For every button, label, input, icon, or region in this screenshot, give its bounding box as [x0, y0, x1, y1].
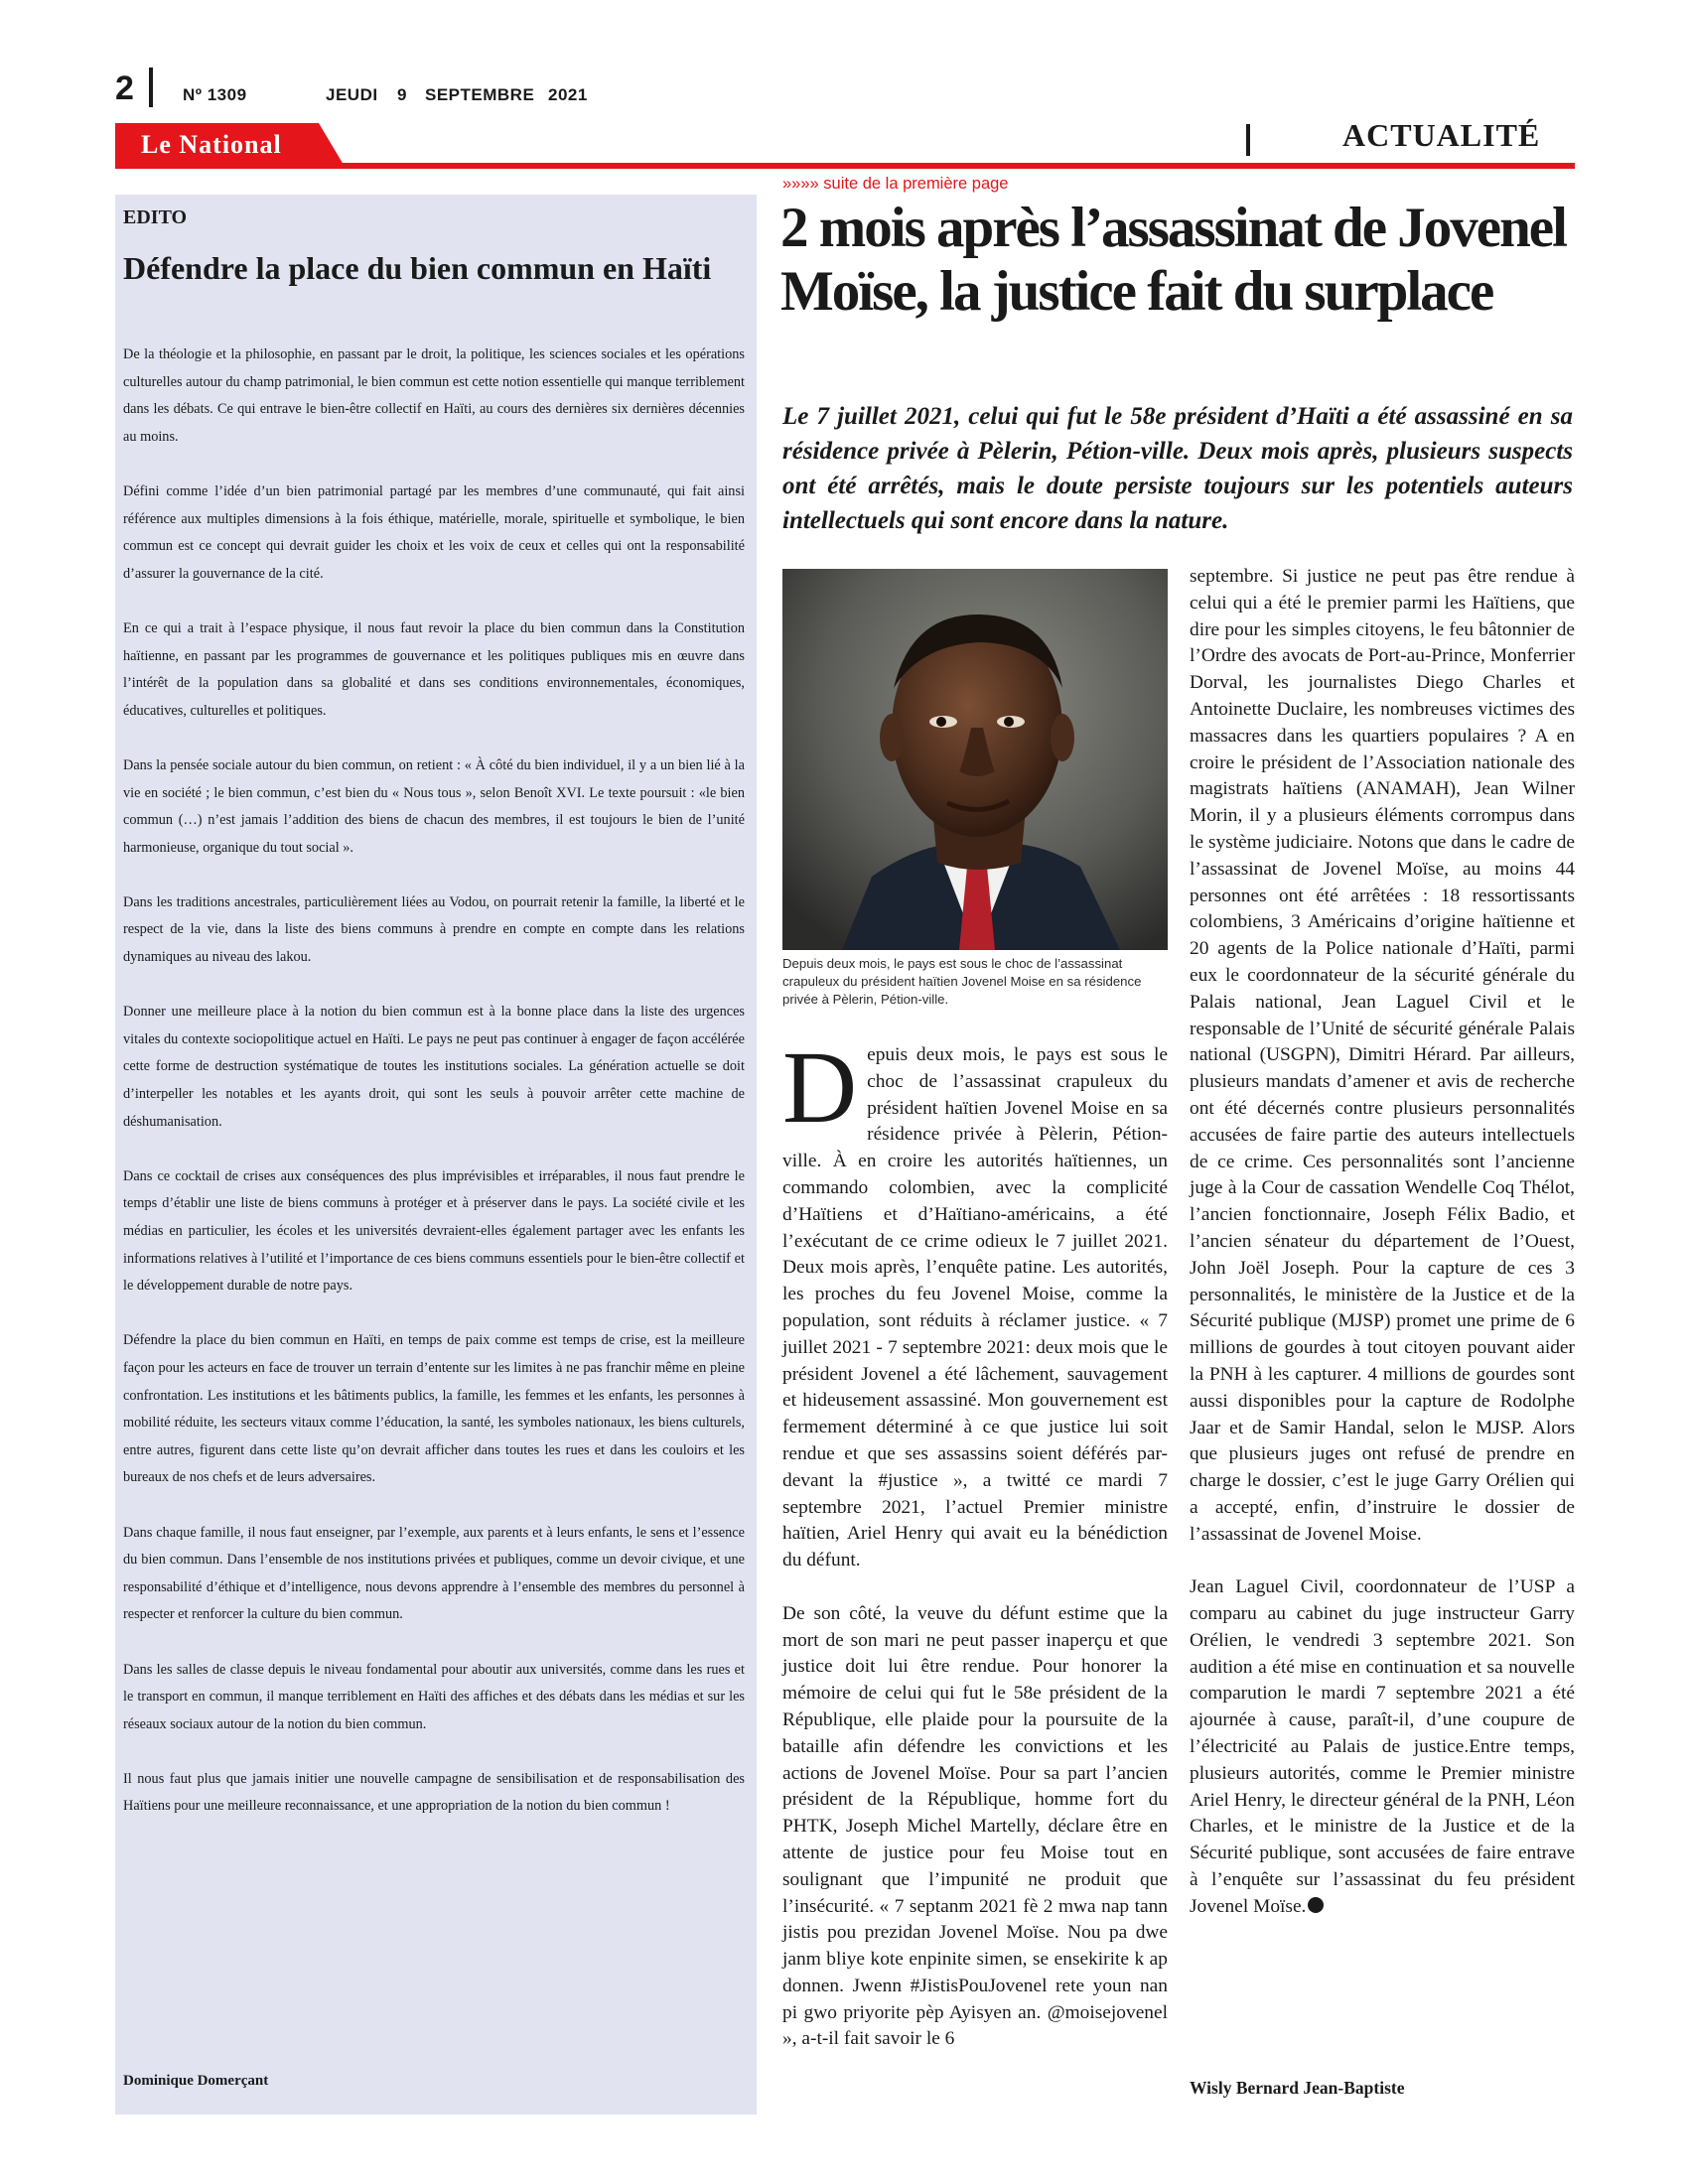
date-day: JEUDI: [326, 85, 378, 104]
article-column-3: [1190, 564, 1575, 1947]
edito-paragraph: En ce qui a trait à l’espace physique, il nous faut revoir la place du bien commun dans la Constitution haïtienne, en passant par les programmes de gouvernance et les politiques publiques mis en œuvre dans l’intérêt de la population dans sa globalité et dans ses conditions environnementales, économiques, éducatives, culturelles et politiques.: [123, 619, 745, 719]
continuation-kicker: »»»» suite de la première page: [782, 175, 1009, 193]
edito-paragraph: Dans ce cocktail de crises aux conséquences des plus imprévisibles et irréparables, il nous faut prendre le temps d’établir une liste de biens communs à protéger et à préserver dans le pays. La société civile et les médias en particulier, les écoles et les universités devraient-elles également partager avec les enfants les informations relatives à l’utilité et l’importance de ces biens communs essentiels pour le bien-être collectif et le développement durable de notre pays.: [123, 1167, 745, 1295]
article-paragraph: De son côté, la veuve du défunt estime que la mort de son mari ne peut passer inaperçu et que justice doit lui être rendue. Pour honorer la mémoire de celui qui fut le 58e président de la République, elle plaide pour la poursuite de la bataille afin défendre les convictions et les actions de Jovenel Moïse. Pour sa part l’ancien président de la République, homme fort du PHTK, Joseph Michel Martelly, déclare être en attente de justice pour feu Moise tout en soulignant que l’impunité ne produit que l’insécurité. « 7 septanm 2021 fè 2 mwa nap tann jistis pou prezidan Jovenel Moïse. Nou pa dwe janm bliye kote enpinite simen, se ensekirite k ap donnen. Jwenn #JistisPouJovenel rete youn nan pi gwo priyorite pèp Ayisyen an. @moisejovenel », a-t-il fait savoir le 6: [782, 1602, 1168, 2050]
edito-paragraph: Dans les traditions ancestrales, particulièrement liées au Vodou, on pourrait retenir la famille, la liberté et le respect de la vie, dans la liste des biens communs à prendre en compte en compte dans les relations dynamiques au niveau des lakou.: [123, 893, 745, 966]
article-author: Wisly Bernard Jean-Baptiste: [1190, 2078, 1405, 2098]
date-month: SEPTEMBRE: [425, 85, 535, 104]
article-photo: [782, 569, 1168, 950]
edito-paragraph: Défini comme l’idée d’un bien patrimonial partagé par les membres d’une communauté, qui fait ainsi référence aux multiples dimensions à la fois éthique, matérielle, morale, spirituelle et symbolique, le bien commun est ce concept qui devrait guider les choix et les voix de ceux et celles qui ont la responsabilité d’assurer la gouvernance de la cité.: [123, 482, 745, 582]
edito-paragraph: Défendre la place du bien commun en Haïti, en temps de paix comme est temps de crise, est la meilleure façon pour les acteurs en face de trouver un terrain d’entente sur les limites à ne pas franchir même en pleine confrontation. Les institutions et les bâtiments publics, la famille, les femmes et les enfants, les personnes à mobilité réduite, les secteurs vitaux comme l’éducation, la santé, les symboles nationaux, les biens culturels, entre autres, figurent dans cette liste qu’on devrait afficher dans toutes les rues et dans les couloirs et les bureaux de nos chefs et de leurs adversaires.: [123, 1332, 745, 1486]
section-title: ACTUALITÉ: [1342, 117, 1541, 153]
page-number-divider: [149, 68, 153, 107]
issue-number: Nº 1309: [183, 85, 247, 104]
photo-caption: Depuis deux mois, le pays est sous le choc de l’assassinat crapuleux du président haïtien Jovenel Moise en sa résidence privée à Pèlerin, Pétion-ville.: [782, 956, 1142, 1007]
article-paragraph: septembre. Si justice ne peut pas être rendue à celui qui a été le premier parmi les Haïtiens, que dire pour les simples citoyens, le feu bâtonnier de l’Ordre des avocats de Port-au-Prince, Monferrier Dorval, les journalistes Diego Charles et Antoinette Duclaire, les nombreuses victimes des massacres dans les quartiers populaires ? A en croire le président de l’Association nationale des magistrats haïtiens (ANAMAH), Jean Wilner Morin, il y a plusieurs éléments corrompus dans le système judiciaire. Notons que dans le cadre de l’assassinat de Jovenel Moïse, au moins 44 personnes ont été arrêtées : 18 ressortissants colombiens, 3 Américains d’origine haïtienne et 20 agents de la Police nationale d’Haïti, parmi eux le coordonnateur de la sécurité générale du Palais national, Jean Laguel Civil et le responsable de l’Unité de sécurité générale Palais national (USGPN), Dimitri Hérard. Par ailleurs, plusieurs mandats d’amener et avis de recherche ont été décernés contre plusieurs personnalités accusées de faire partie des auteurs intellectuels de ce crime. Ces personnalités sont l’ancienne juge à la Cour de cassation Wendelle Coq Thélot, l’ancien fonctionnaire, Joseph Félix Badio, et l’ancien sénateur du département de l’Ouest, John Joël Joseph. Pour la capture de ces 3 personnalités, le ministère de la Justice et de la Sécurité publique (MJSP) promet une prime de 6 millions de gourdes à tout citoyen pouvant aider la PNH à les capturer. 4 millions de gourdes sont aussi disponibles pour la capture de Rodolphe Jaar et de Samir Handal, selon le MJSP. Alors que plusieurs juges ont refusé de prendre en charge le dossier, c’est le juge Garry Orélien qui a accepté, enfin, d’instruire le dossier de l’assassinat de Jovenel Moise.: [1190, 566, 1575, 1545]
edito-paragraph: Dans les salles de classe depuis le niveau fondamental pour aboutir aux universités, comme dans les rues et le transport en commun, il manque terriblement en Haïti des affiches et des débats dans les médias et sur les réseaux sociaux autour de la notion du bien commun.: [123, 1661, 745, 1732]
page-number: 2: [115, 69, 134, 107]
edito-paragraph: Dans chaque famille, il nous faut enseigner, par l’exemple, aux parents et à leurs enfants, le sens et l’essence du bien commun. Dans l’ensemble de nos institutions privées et publiques, comme un devoir civique, et une responsabilité d’éthique et d’intelligence, nous devons apprendre à l’ensemble des membres du personnel à respecter et renforcer la culture du bien commun.: [123, 1524, 745, 1623]
edito-box: [115, 195, 757, 2115]
date-year: 2021: [548, 85, 588, 104]
article-paragraph-text: Jean Laguel Civil, coordonnateur de l’USP a comparu au cabinet du juge instructeur Garry Orélien, le vendredi 3 septembre 2021. Son audition a été mise en continuation et sa nouvelle comparution le mardi 7 septembre 2021 a été ajournée à cause, paraît-il, d’une coupure de l’électricité au Palais de justice.Entre temps, plusieurs autorités, comme le Premier ministre Ariel Henry, le directeur général de la PNH, Léon Charles, et le ministre de la Justice et de la Sécurité publique, sont accusées de faire entrave à l’enquête sur l’assassinat du feu président Jovenel Moïse.: [1190, 1576, 1575, 1917]
article-paragraph: [1190, 1574, 1575, 1920]
article-headline: 2 mois après l’assassinat de Jovenel Moïse, la justice fait du surplace: [780, 197, 1566, 323]
edito-paragraph: Il nous faut plus que jamais initier une nouvelle campagne de sensibilisation et de responsabilisation des Haïtiens pour une meilleure reconnaissance, et une appropriation de la notion du bien commun !: [123, 1770, 745, 1815]
portrait-image: [782, 569, 1168, 950]
article-lede: Le 7 juillet 2021, celui qui fut le 58e président d’Haïti a été assassiné en sa résidence privée à Pèlerin, Pétion-ville. Deux mois après, plusieurs suspects ont été arrêtés, mais le doute persiste toujours sur les potentiels auteurs intellectuels qui sont encore dans la nature.: [782, 403, 1573, 534]
drop-cap: D: [782, 1030, 858, 1145]
edito-title: Défendre la place du bien commun en Haïti: [123, 250, 712, 286]
edito-label: EDITO: [123, 206, 188, 228]
edito-paragraph: Donner une meilleure place à la notion du bien commun est à la bonne place dans la liste des urgences vitales du contexte sociopolitique actuel en Haïti. Le pays ne peut pas continuer à engager de façon accélérée cette forme de destruction systématique de toutes les institutions sociales. La génération actuelle se doit d’interpeller les notables et les ayants droit, qui sont les seuls à pouvoir arrêter cette machine de déshumanisation.: [123, 1004, 745, 1130]
article-column-2: [782, 1030, 1168, 2080]
edito-paragraph: Dans la pensée sociale autour du bien commun, on retient : « À côté du bien individuel, il y a un bien lié à la vie en société ; le bien commun, c’est bien du « Nous tous », selon Benoît XVI. Le texte poursuit : «le bien commun (…) n’est jamais l’addition des biens de chacun des membres, il est toujours le bien de l’unité harmonieuse, organique du tout social ».: [123, 756, 745, 856]
date-number: 9: [397, 85, 407, 104]
end-of-article-icon: [1308, 1897, 1324, 1913]
brand-logo: [115, 123, 344, 165]
article-paragraph-text: epuis deux mois, le pays est sous le choc de l’assassinat crapuleux du président haïtien Jovenel Moise en sa résidence privée à Pèlerin, Pétion-ville. À en croire les autorités haïtiennes, un commando colombien, avec la complicité d’Haïtiens et d’Haïtiano-américains, a été l’exécutant de ce crime odieux le 7 juillet 2021. Deux mois après, l’enquête patine. Les autorités, les proches du feu Jovenel Moise, comme la population, sont réduits à réclamer justice. « 7 juillet 2021 - 7 septembre 2021: deux mois que le président Jovenel a été lâchement, sauvagement et hideusement assassiné. Mon gouvernement est fermement déterminé à ce que justice lui soit rendue et que ses assassins soient déférés par-devant la #justice », a twitté ce mardi 7 septembre 2021, l’actuel Premier ministre haïtien, Ariel Henry qui avait eu la bénédiction du défunt.: [782, 1044, 1168, 1571]
header-rule: [115, 163, 1575, 169]
edito-body: [123, 341, 745, 1848]
article-paragraph: [782, 1030, 1168, 1574]
edito-author: Dominique Domerçant: [123, 2073, 269, 2089]
section-divider: [1246, 124, 1250, 156]
edito-paragraph: De la théologie et la philosophie, en passant par le droit, la politique, les sciences sociales et les opérations culturelles autour du champ patrimonial, le bien commun est cette notion essentielle qui manque terriblement dans les débats. Ce qui entrave le bien-être collectif en Haïti, au cours des dernières six dernières décennies au moins.: [123, 346, 745, 445]
brand-name: Le National: [141, 130, 282, 159]
